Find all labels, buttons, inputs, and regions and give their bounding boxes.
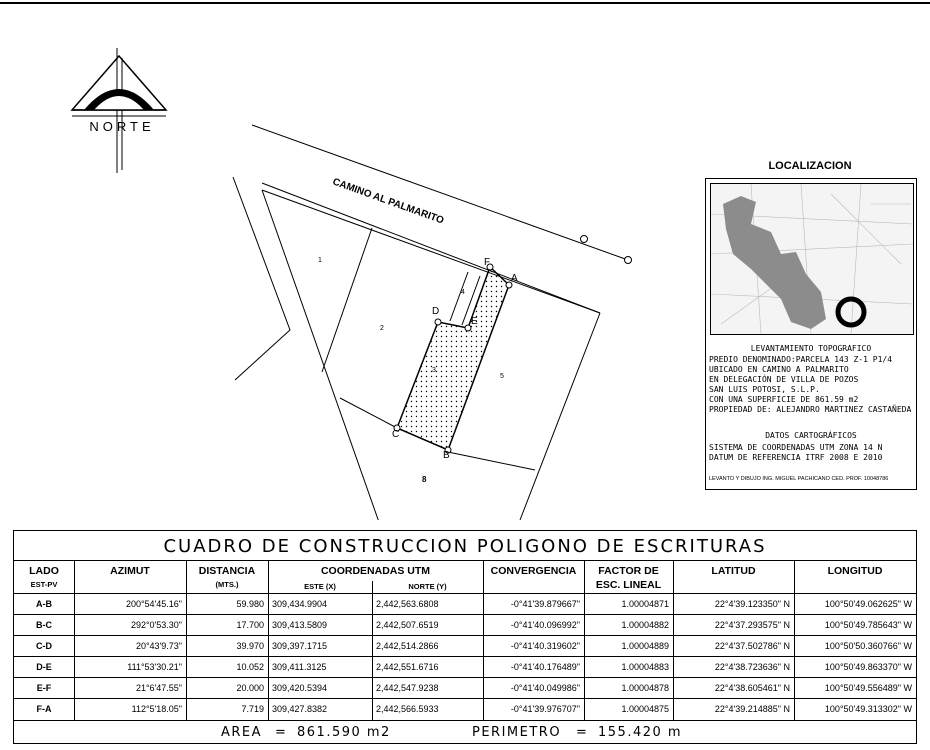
table-cell-azimut: 111°53'30.21": [127, 662, 182, 672]
table-cell-longitud: 100°50'49.863370" W: [824, 662, 912, 672]
table-cell-convergencia: -0°41'40.176489": [510, 662, 580, 672]
header-factor: FACTOR DE: [598, 565, 659, 577]
table-cell-latitud: 22°4'38.723636" N: [714, 662, 790, 672]
table-cell-longitud: 100°50'49.062625" W: [824, 599, 912, 609]
table-cell-longitud: 100°50'49.556489" W: [824, 683, 912, 693]
table-cell-longitud: 100°50'50.360766" W: [824, 641, 912, 651]
table-cell-factor: 1.00004875: [621, 704, 669, 714]
table-cell-factor: 1.00004871: [621, 599, 669, 609]
table-cell-norte: 2,442,566.5933: [376, 704, 439, 714]
area-label: AREA: [221, 725, 263, 740]
survey-line: PROPIEDAD DE: ALEJANDRO MARTINEZ CASTAÑEDA: [709, 405, 912, 414]
vertex-c-label: C: [392, 429, 400, 440]
table-title: CUADRO DE CONSTRUCCION POLIGONO DE ESCRITURAS: [163, 536, 767, 557]
header-est-pv: EST-PV: [30, 580, 58, 589]
table-cell-este: 309,427.8382: [272, 704, 328, 714]
credit-line: LEVANTO Y DIBUJO ING. MIGUEL PACHICANO CED. PROF. 10048786: [709, 476, 889, 482]
header-azimut: AZIMUT: [110, 565, 150, 577]
area-value: 861.590 m2: [297, 725, 391, 740]
parcel-number: 2: [380, 325, 384, 332]
table-cell-distancia: 20.000: [236, 683, 264, 693]
table-cell-longitud: 100°50'49.785643" W: [824, 620, 912, 630]
table-cell-este: 309,397.1715: [272, 641, 328, 651]
table-cell-factor: 1.00004878: [621, 683, 669, 693]
table-cell-convergencia: -0°41'39.879667": [510, 599, 580, 609]
carto-line: DATUM DE REFERENCIA ITRF 2008 E 2010: [709, 453, 883, 462]
table-cell-este: 309,411.3125: [272, 662, 327, 672]
table-cell-norte: 2,442,514.2866: [376, 641, 439, 651]
header-latitud: LATITUD: [711, 565, 756, 577]
vertex-b-label: B: [443, 450, 450, 461]
table-cell-azimut: 20°43'9.73": [135, 641, 182, 651]
header-lado: LADO: [29, 565, 59, 577]
north-label: NORTE: [89, 119, 155, 134]
table-cell-convergencia: -0°41'39.976707": [510, 704, 580, 714]
carto-line: SISTEMA DE COORDENADAS UTM ZONA 14 N: [709, 443, 883, 452]
table-cell-norte: 2,442,563.6808: [376, 599, 439, 609]
table-cell-norte: 2,442,547.9238: [376, 683, 439, 693]
header-distancia: DISTANCIA: [198, 565, 256, 577]
table-cell-distancia: 39.970: [236, 641, 264, 651]
table-cell-lado: A-B: [36, 599, 52, 609]
table-cell-factor: 1.00004883: [621, 662, 669, 672]
parcel-number: 1: [318, 257, 322, 264]
table-cell-lado: D-E: [36, 662, 52, 672]
table-cell-distancia: 10.052: [236, 662, 264, 672]
header-norte: NORTE (Y): [408, 582, 447, 591]
header-longitud: LONGITUD: [827, 565, 883, 577]
vertex-e-label: E: [471, 316, 478, 327]
table-cell-este: 309,413.5809: [272, 620, 328, 630]
table-cell-lado: F-A: [36, 704, 52, 714]
table-cell-azimut: 292°0'53.30": [130, 620, 182, 630]
table-cell-convergencia: -0°41'40.049986": [510, 683, 580, 693]
table-cell-factor: 1.00004882: [621, 620, 669, 630]
perimetro-value: 155.420 m: [598, 725, 683, 740]
table-cell-azimut: 21°6'47.55": [135, 683, 182, 693]
survey-line: CON UNA SUPERFICIE DE 861.59 m2: [709, 395, 859, 404]
road-label: CAMINO AL PALMARITO: [330, 176, 446, 227]
header-coordenadas: COORDENADAS UTM: [320, 565, 431, 577]
table-cell-latitud: 22°4'37.502786" N: [714, 641, 790, 651]
header-esc-lineal: ESC. LINEAL: [595, 579, 662, 591]
parcel-number: 3: [432, 367, 436, 374]
survey-line: SAN LUIS POTOSI, S.L.P.: [709, 385, 820, 394]
survey-heading: LEVANTAMIENTO TOPOGRAFICO: [750, 344, 872, 353]
table-cell-lado: C-D: [36, 641, 52, 651]
survey-line: EN DELEGACIÓN DE VILLA DE POZOS: [709, 375, 859, 384]
table-cell-convergencia: -0°41'40.096992": [510, 620, 580, 630]
header-mts: (MTS.): [215, 580, 239, 589]
table-cell-convergencia: -0°41'40.319602": [510, 641, 580, 651]
location-panel: [705, 178, 917, 490]
vertex-f-label: F: [484, 257, 491, 268]
table-cell-este: 309,420.5394: [272, 683, 328, 693]
lot-label: 8: [422, 475, 427, 484]
table-cell-longitud: 100°50'49.313302" W: [824, 704, 912, 714]
table-cell-norte: 2,442,507.6519: [376, 620, 439, 630]
header-este: ESTE (X): [304, 582, 336, 591]
table-cell-distancia: 17.700: [236, 620, 264, 630]
parcel-polygon: [397, 267, 509, 450]
location-title: LOCALIZACION: [768, 160, 852, 172]
table-cell-distancia: 7.719: [241, 704, 264, 714]
survey-line: PREDIO DENOMINADO:PARCELA 143 Z-1 P1/4: [709, 355, 893, 364]
road-marker: [625, 257, 632, 264]
table-cell-latitud: 22°4'37.293575" N: [714, 620, 790, 630]
parcel-number: 4: [461, 289, 465, 296]
road-marker: [581, 236, 588, 243]
header-convergencia: CONVERGENCIA: [490, 565, 577, 577]
table-cell-latitud: 22°4'39.123350" N: [714, 599, 790, 609]
table-cell-azimut: 112°5'18.05": [131, 704, 182, 714]
construction-table: CUADRO DE CONSTRUCCION POLIGONO DE ESCRITURAS LADO EST-PV AZIMUT DISTANCIA (MTS.) COORDENADAS UTM ESTE (X) NORTE (Y) CONVERGENCIA FACTOR DE ESC. LINEAL LATITUD LONGITUD A-B 200°54'45.16" 59.980 309,434.9904 2,442,563.6808 -0°41'39.879667" 1.00004871 22°4'39.123350" N 100°50'49.062625" W B-C 292°0'53.30" 17.700 309,413.5809 2,442,507.6519 -0°41'40.096992" 1.00004882 22°4'37.293575" N 100°50'49.785643" W C-D 20°43'9.73" 39.970 309,397.1715 2,442,514.2866 -0°41'40.319602" 1.00004889 22°4'37.502786" N 100°50'50.360766" W D-E 111°53'30.21" 10.052 309,411.3125 2,442,551.6716 -0°41'40.176489" 1.00004883 22°4'38.723636" N 100°50'49.863370" W E-F 21°6'47.55" 20.000 309,420.5394 2,442,547.9238 -0°41'40.049986" 1.00004878 22°4'38.605461" N 100°50'49.556489" W F-A 112°5'18.05" 7.719 309,427.8382 2,442,566.5933 -0°41'39.976707" 1.00004875 22°4'39.214885" N 100°50'49.313302" W AREA = 861.590 m2 PERIMETRO = 155.420 m: [13, 530, 917, 744]
vertex-d-label: D: [432, 306, 440, 317]
carto-heading: DATOS CARTOGRÁFICOS: [765, 431, 857, 440]
parcel-number: 5: [500, 373, 504, 380]
table-cell-este: 309,434.9904: [272, 599, 328, 609]
table-cell-lado: E-F: [36, 683, 52, 693]
perimetro-label: PERIMETRO: [472, 725, 562, 740]
table-cell-latitud: 22°4'38.605461" N: [714, 683, 790, 693]
table-cell-lado: B-C: [36, 620, 52, 630]
table-cell-factor: 1.00004889: [621, 641, 669, 651]
table-cell-latitud: 22°4'39.214885" N: [714, 704, 790, 714]
table-cell-distancia: 59.980: [236, 599, 264, 609]
survey-line: UBICADO EN CAMINO A PALMARITO: [709, 365, 849, 374]
location-map: [710, 183, 914, 335]
table-cell-azimut: 200°54'45.16": [125, 599, 182, 609]
table-cell-norte: 2,442,551.6716: [376, 662, 439, 672]
vertex-a-label: A: [511, 273, 518, 284]
